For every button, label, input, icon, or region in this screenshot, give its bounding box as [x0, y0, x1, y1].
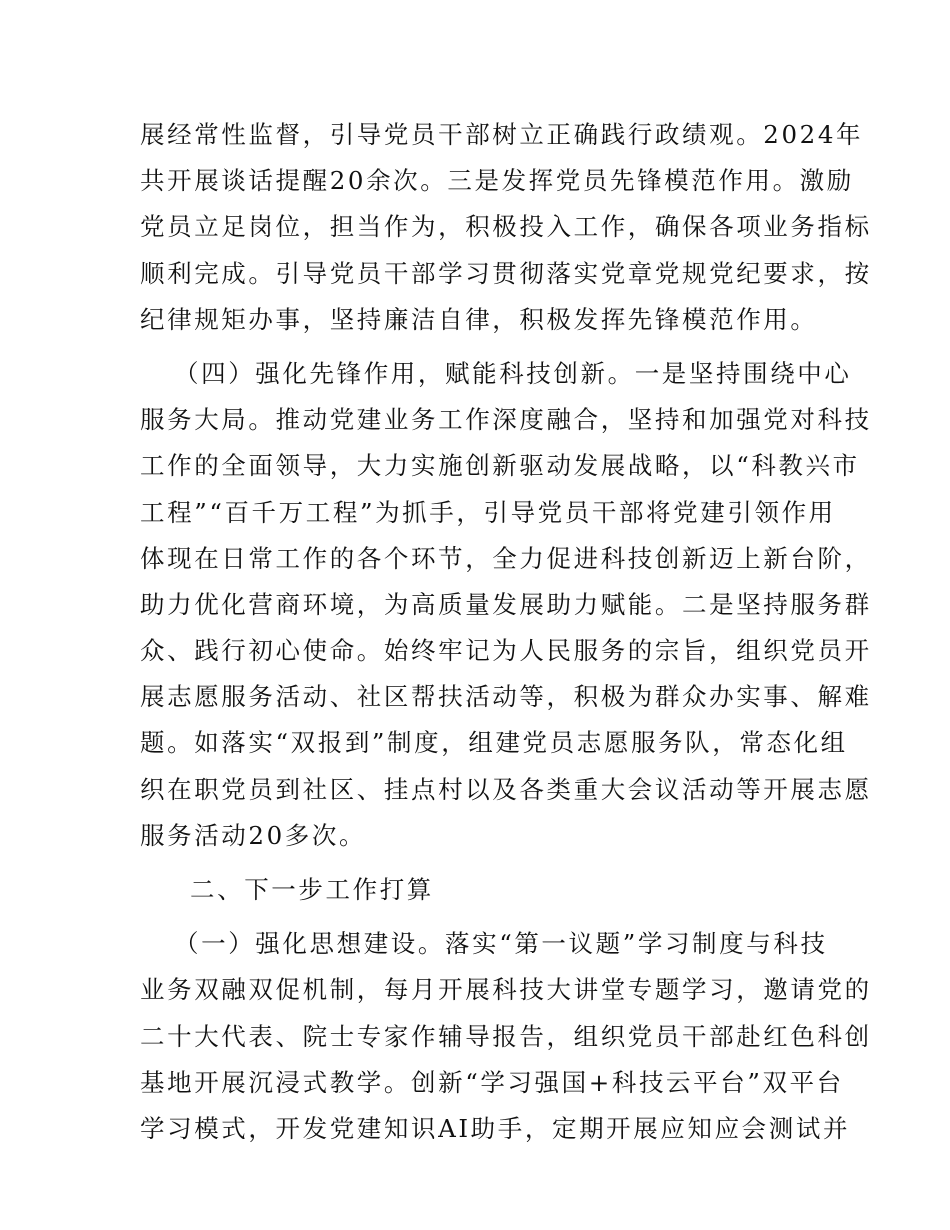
- text-line: 工程”“百千万工程”为抓手，引导党员干部将党建引领作用: [140, 497, 836, 527]
- text-line: （四）强化先锋作用，赋能科技创新。一是坚持围绕中心: [174, 358, 852, 388]
- text-line: 助力优化营商环境，为高质量发展助力赋能。二是坚持服务群: [140, 589, 872, 619]
- section-heading-next-steps: [140, 867, 812, 913]
- paragraph-tech-innovation: [140, 351, 872, 859]
- text-line: 纪律规矩办事，坚持廉洁自律，积极发挥先锋模范作用。: [140, 304, 818, 334]
- paragraph-supervision: [140, 112, 872, 343]
- document-body: [140, 112, 872, 1152]
- text-line: 众、践行初心使命。始终牢记为人民服务的宗旨，组织党员开: [140, 636, 872, 666]
- text-line: 展志愿服务活动、社区帮扶活动等，积极为群众办实事、解难: [140, 682, 872, 712]
- text-line: 学习模式，开发党建知识AI助手，定期开展应知应会测试并: [140, 1113, 851, 1143]
- text-line: 服务大局。推动党建业务工作深度融合，坚持和加强党对科技: [140, 405, 872, 435]
- paragraph-gap: [140, 859, 812, 867]
- paragraph-gap: [140, 913, 812, 921]
- paragraph-ideology: [140, 921, 872, 1152]
- text-line: 织在职党员到社区、挂点村以及各类重大会议活动等开展志愿: [140, 774, 872, 804]
- text-line: 党员立足岗位，担当作为，积极投入工作，确保各项业务指标: [140, 212, 872, 242]
- text-line: 体现在日常工作的各个环节，全力促进科技创新迈上新台阶，: [140, 543, 872, 573]
- text-line: 题。如落实“双报到”制度，组建党员志愿服务队，常态化组: [140, 728, 848, 758]
- text-line: （一）强化思想建设。落实“第一议题”学习制度与科技: [174, 929, 828, 959]
- paragraph-gap: [140, 343, 812, 351]
- text-line: 顺利完成。引导党员干部学习贯彻落实党章党规党纪要求，按: [140, 258, 872, 288]
- text-line: 基地开展沉浸式教学。创新“学习强国+科技云平台”双平台: [140, 1067, 844, 1097]
- text-line: 服务活动20多次。: [140, 820, 367, 850]
- section-heading: 二、下一步工作打算: [190, 875, 434, 904]
- text-line: 工作的全面领导，大力实施创新驱动发展战略，以“科教兴市: [140, 451, 860, 481]
- text-line: 共开展谈话提醒20余次。三是发挥党员先锋模范作用。激励: [140, 166, 854, 196]
- text-line: 展经常性监督，引导党员干部树立正确践行政绩观。2024年: [140, 120, 864, 149]
- text-line: 二十大代表、院士专家作辅导报告，组织党员干部赴红色科创: [140, 1021, 872, 1051]
- text-line: 业务双融双促机制，每月开展科技大讲堂专题学习，邀请党的: [140, 975, 872, 1005]
